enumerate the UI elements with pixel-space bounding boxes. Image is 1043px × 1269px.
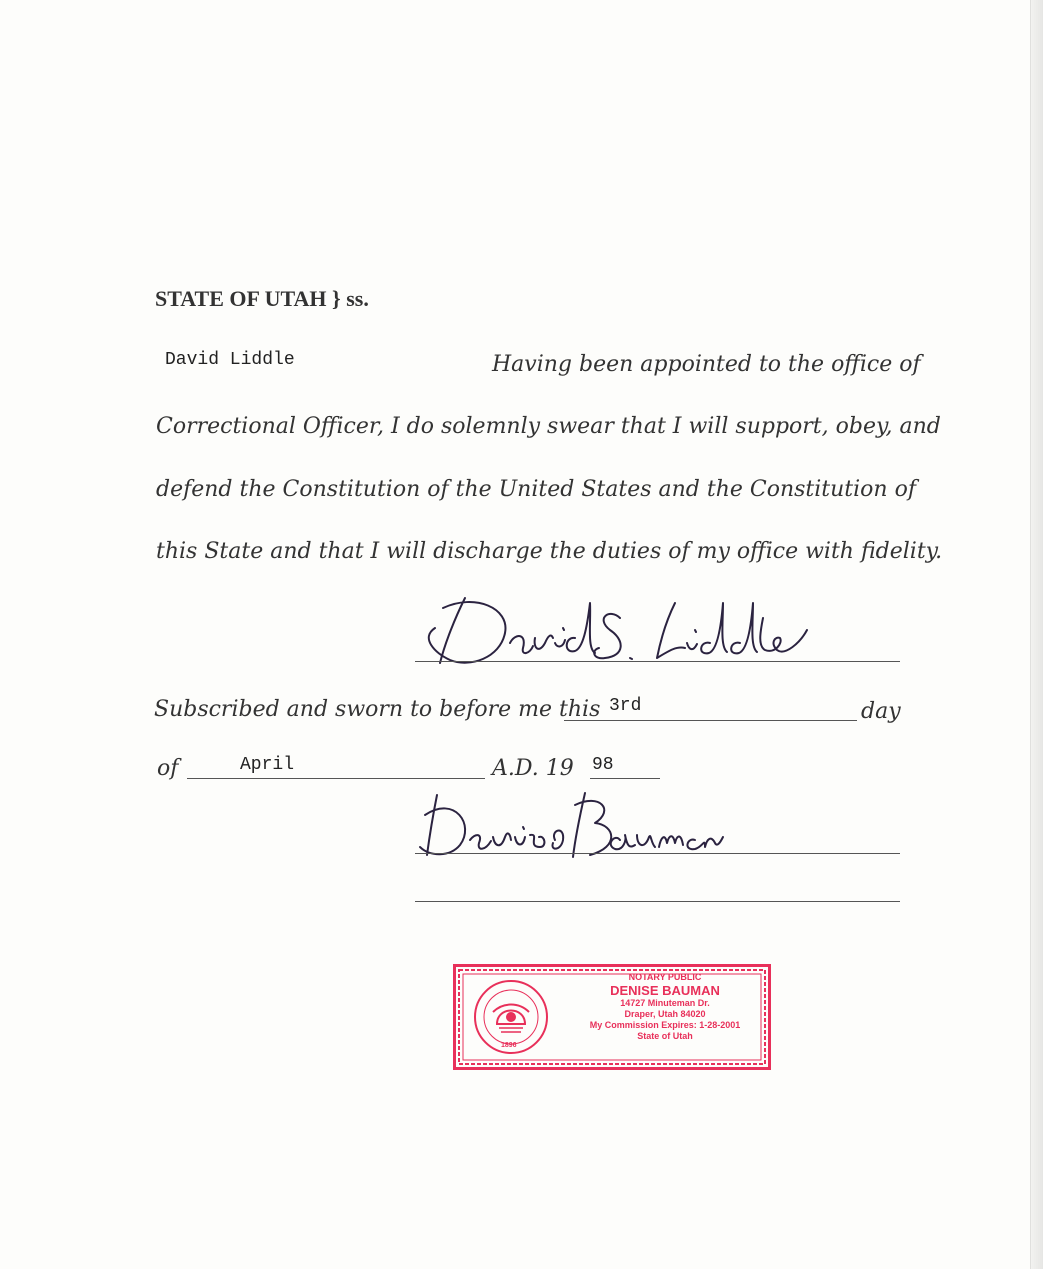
- oath-line-2: Correctional Officer, I do solemnly swear that I will support, obey, and: [156, 414, 941, 439]
- day-value: 3rd: [609, 696, 642, 716]
- stamp-address-2: Draper, Utah 84020: [624, 1009, 706, 1019]
- affiant-signature-line: [415, 661, 900, 662]
- stamp-commission: My Commission Expires: 1-28-2001: [589, 1020, 741, 1030]
- state-label: STATE OF UTAH: [155, 286, 327, 311]
- venue-heading: [155, 286, 369, 312]
- seal-year: 1896: [501, 1042, 517, 1049]
- notary-stamp: [453, 964, 771, 1070]
- page-edge: [1030, 0, 1043, 1269]
- year-line: [590, 778, 660, 779]
- oath-line-3: defend the Constitution of the United States and the Constitution of: [156, 477, 916, 502]
- subscribed-label: Subscribed and sworn to before me this: [154, 697, 601, 722]
- ss-label: } ss.: [332, 286, 369, 311]
- month-line: [187, 778, 485, 779]
- oath-line-4: this State and that I will discharge the duties of my office with fidelity.: [156, 539, 943, 564]
- notary-title-line: [415, 901, 900, 902]
- ad-label: A.D. 19: [492, 756, 574, 781]
- notary-signature-line: [415, 853, 900, 854]
- month-value: April: [240, 755, 295, 775]
- day-label: day: [861, 699, 901, 724]
- oath-line-1: Having been appointed to the office of: [492, 352, 921, 377]
- affiant-name: David Liddle: [165, 350, 295, 370]
- stamp-state: State of Utah: [637, 1031, 693, 1041]
- of-label: of: [157, 756, 179, 781]
- stamp-name: DENISE BAUMAN: [610, 983, 720, 998]
- stamp-address-1: 14727 Minuteman Dr.: [620, 998, 710, 1008]
- year-value: 98: [592, 755, 614, 775]
- day-line: [564, 720, 857, 721]
- stamp-text-block: [565, 972, 765, 1042]
- stamp-title: NOTARY PUBLIC: [628, 972, 702, 982]
